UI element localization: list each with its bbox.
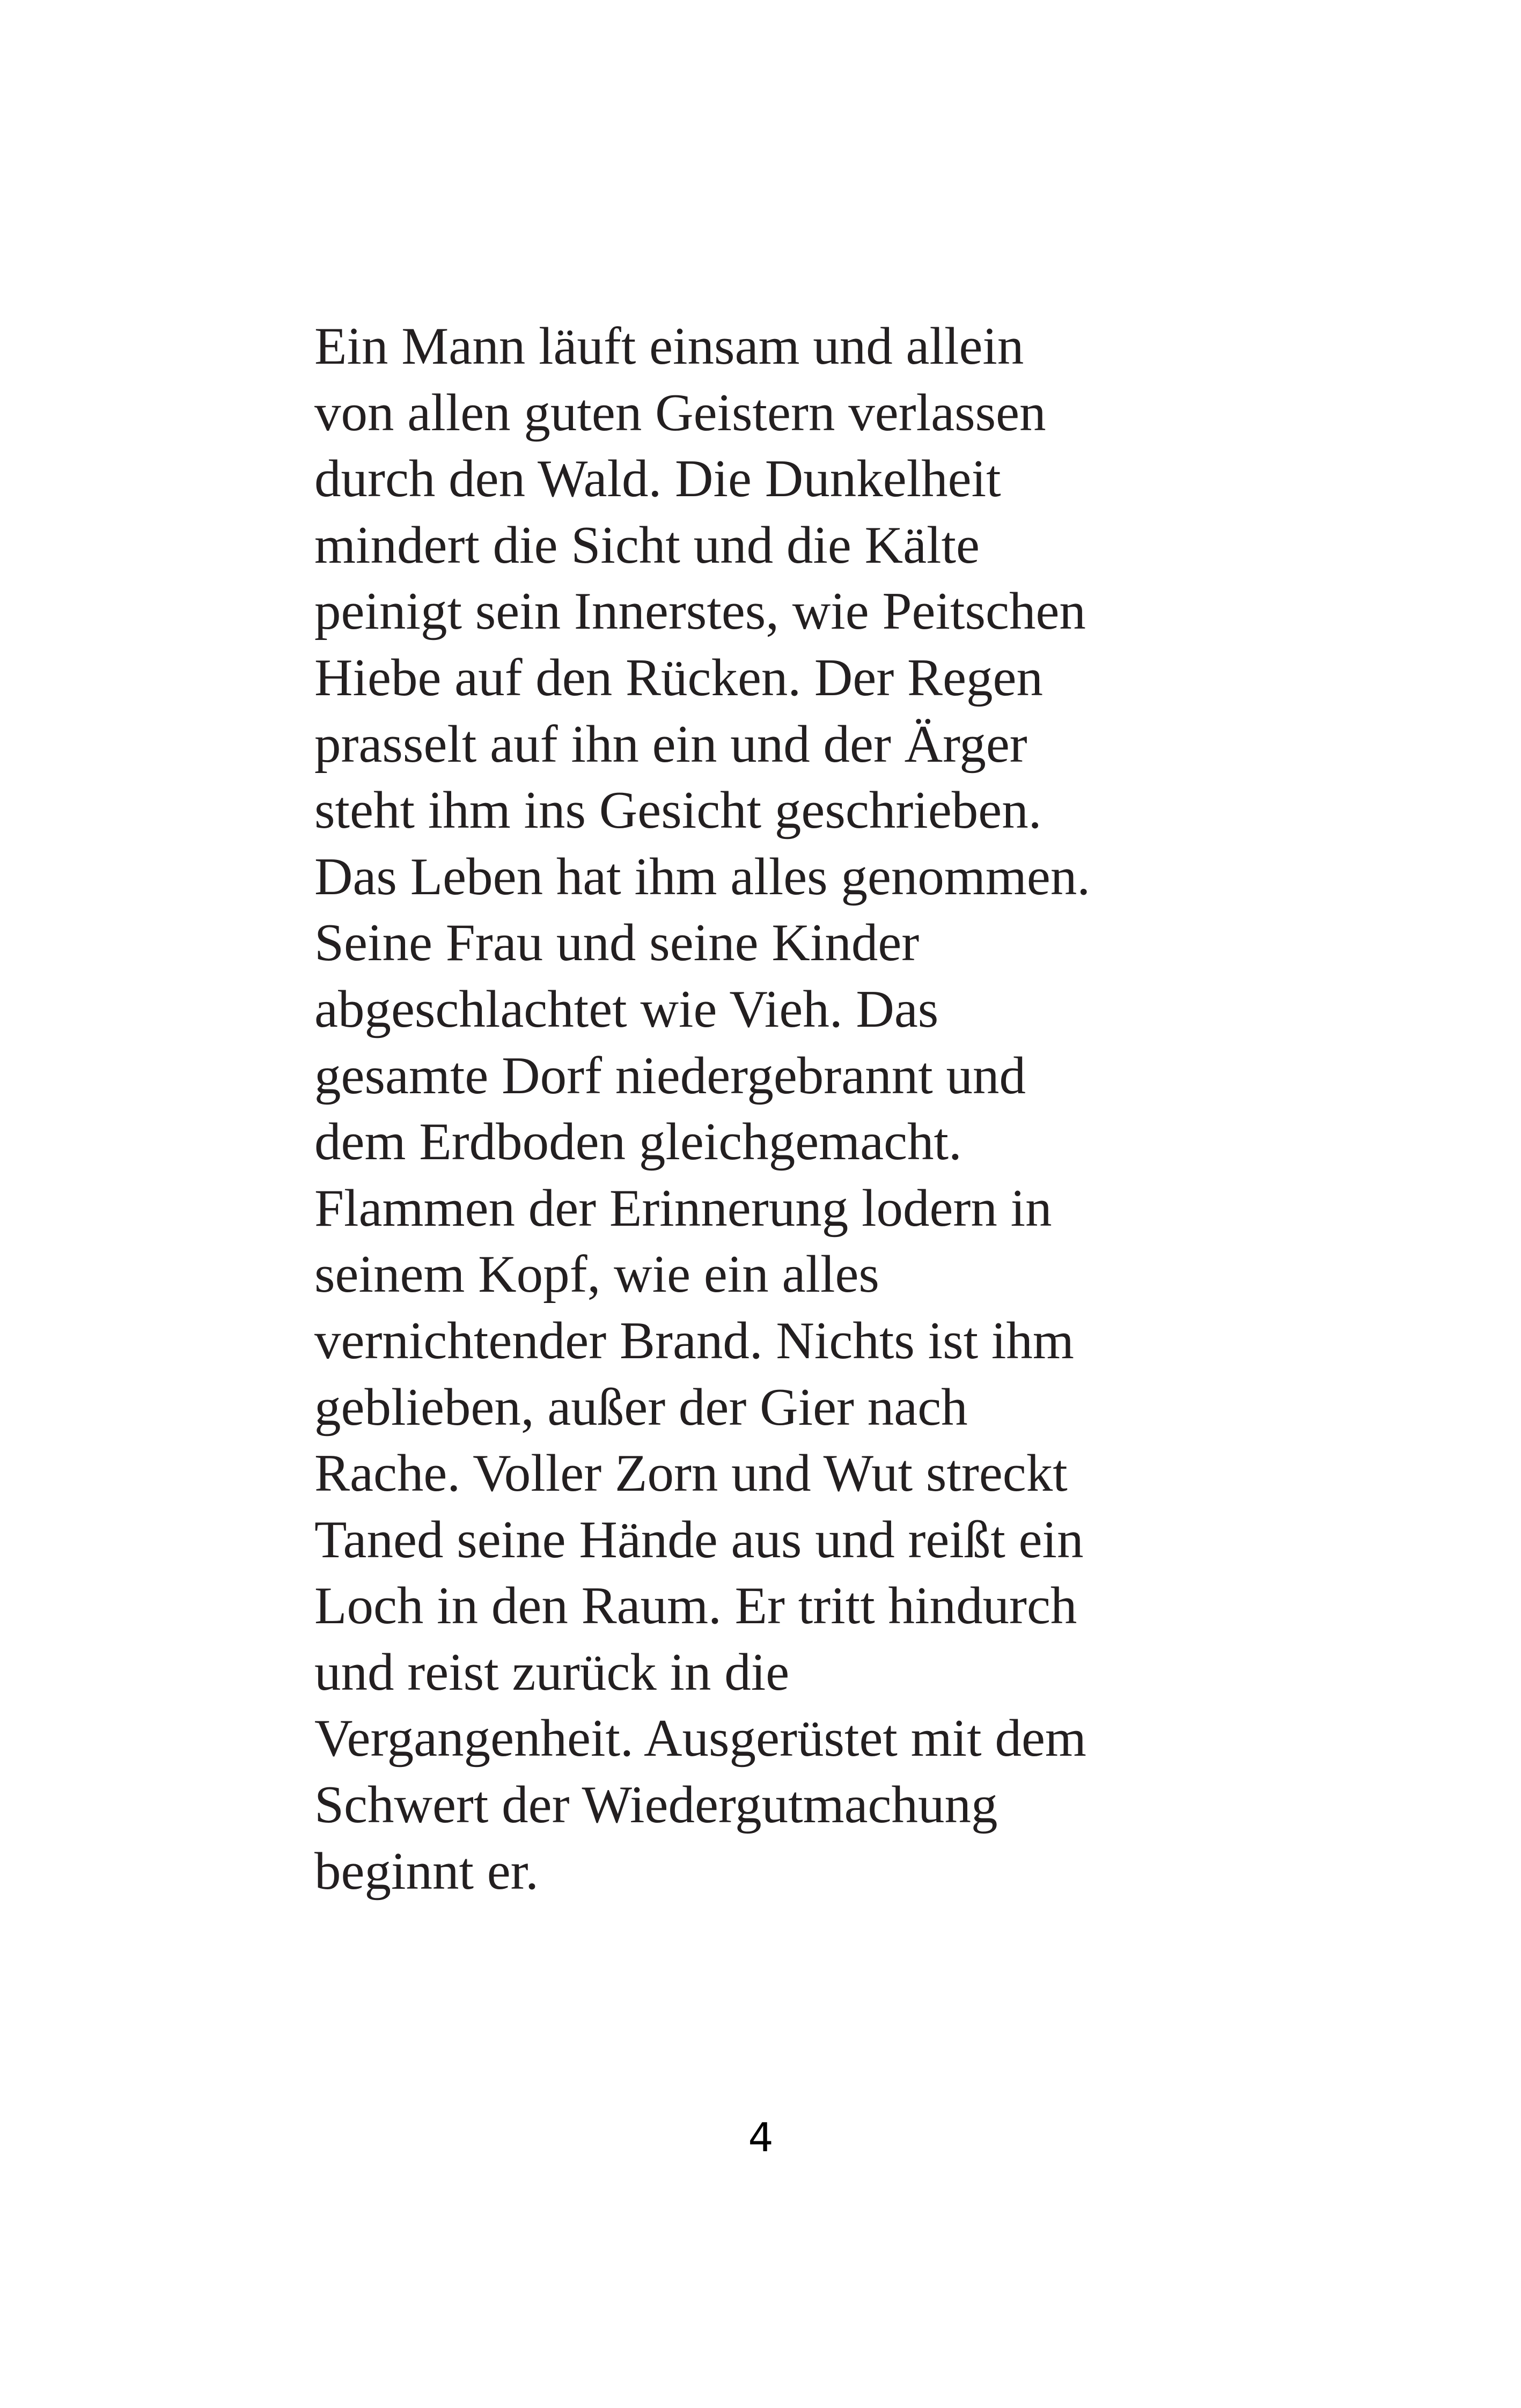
- text-line: mindert die Sicht und die Kälte: [314, 516, 980, 575]
- text-line: Taned seine Hände aus und reißt ein: [314, 1510, 1084, 1569]
- text-line: abgeschlachtet wie Vieh. Das: [314, 980, 939, 1039]
- text-line: vernichtender Brand. Nichts ist ihm: [314, 1311, 1074, 1370]
- text-line: Seine Frau und seine Kinder: [314, 914, 920, 973]
- text-line: Das Leben hat ihm alles genommen.: [314, 847, 1091, 906]
- text-line: peinigt sein Innerstes, wie Peitschen: [314, 582, 1086, 641]
- text-line: Schwert der Wiedergutmachung: [314, 1776, 998, 1835]
- text-line: seinem Kopf, wie ein alles: [314, 1245, 879, 1304]
- text-line: gesamte Dorf niedergebrannt und: [314, 1046, 1026, 1105]
- text-line: Ein Mann läuft einsam und allein: [314, 317, 1024, 375]
- text-line: beginnt er.: [314, 1842, 539, 1901]
- text-line: dem Erdboden gleichgemacht.: [314, 1113, 962, 1172]
- text-line: durch den Wald. Die Dunkelheit: [314, 450, 1001, 509]
- page-number: 4: [748, 2115, 774, 2161]
- text-line: Loch in den Raum. Er tritt hindurch: [314, 1577, 1077, 1636]
- text-line: Hiebe auf den Rücken. Der Regen: [314, 648, 1043, 707]
- text-line: Vergangenheit. Ausgerüstet mit dem: [314, 1709, 1086, 1768]
- text-line: prasselt auf ihn ein und der Ärger: [314, 715, 1027, 774]
- text-line: Flammen der Erinnerung lodern in: [314, 1179, 1052, 1238]
- body-paragraph: [314, 313, 1280, 1904]
- text-line: Rache. Voller Zorn und Wut streckt: [314, 1444, 1068, 1503]
- text-line: steht ihm ins Gesicht geschrieben.: [314, 781, 1042, 840]
- text-line: und reist zurück in die: [314, 1643, 790, 1702]
- text-line: von allen guten Geistern verlassen: [314, 383, 1046, 442]
- text-line: geblieben, außer der Gier nach: [314, 1378, 968, 1437]
